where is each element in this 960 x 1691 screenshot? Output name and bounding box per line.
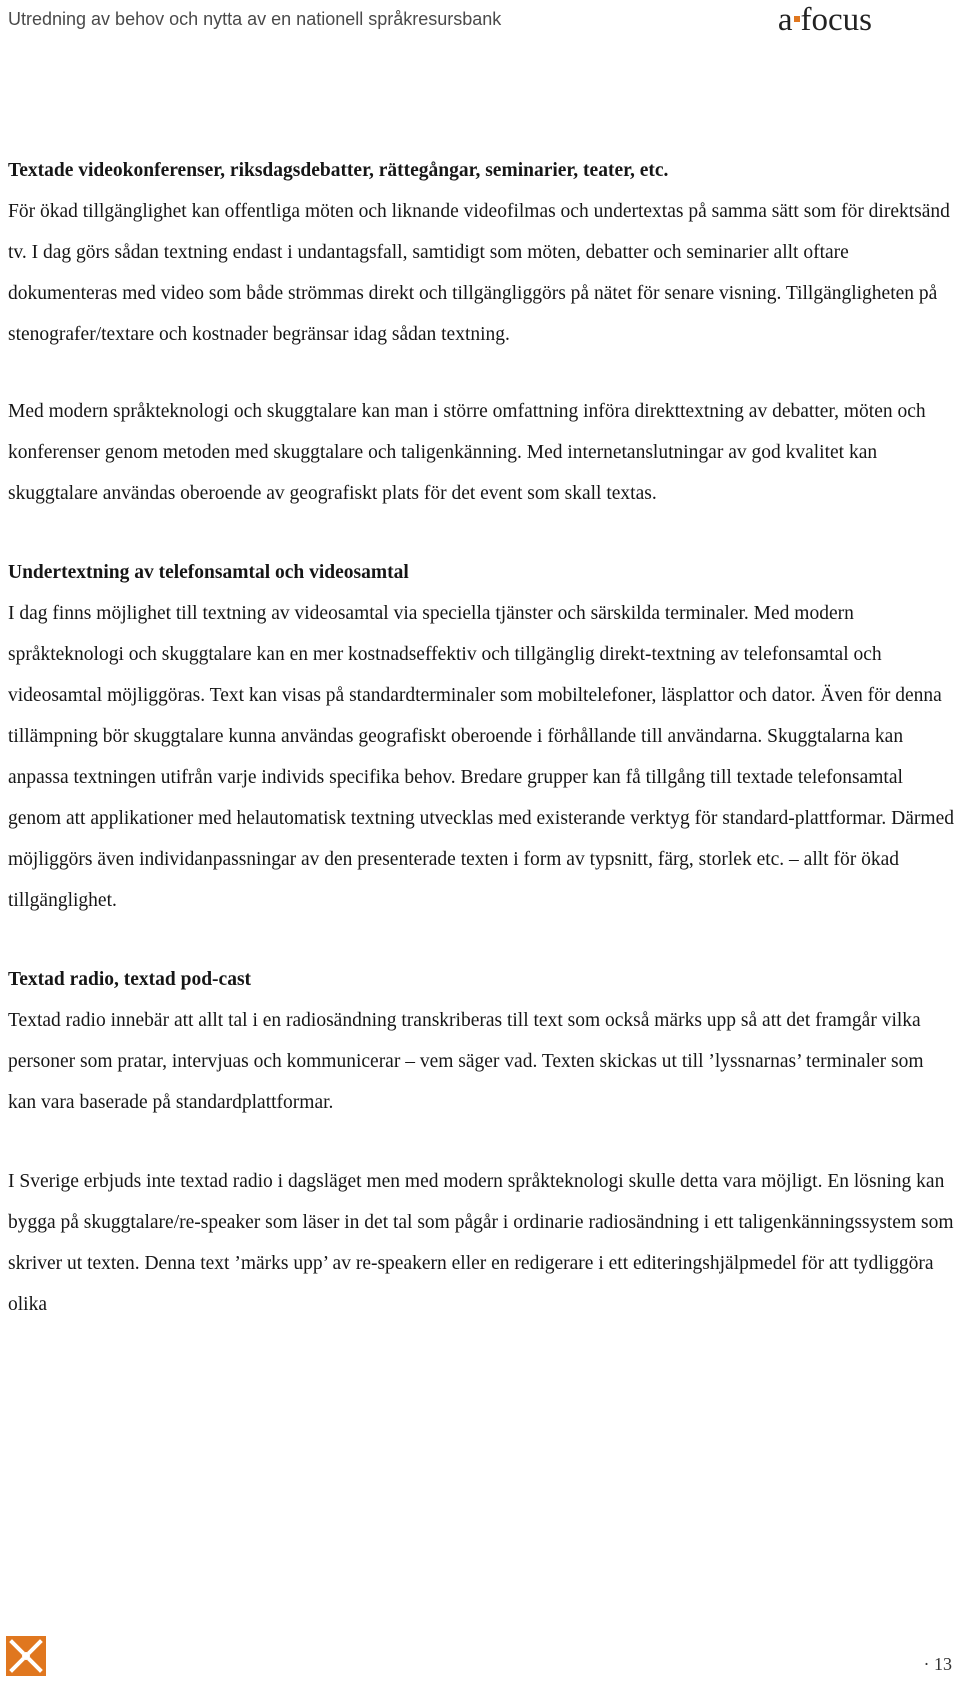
document-body: [8, 150, 956, 1325]
paragraph: För ökad tillgänglighet kan offentliga möten och liknande videofilmas och undertextas på samma sätt som för direktsänd tv. I dag görs sådan textning endast i undantagsfall, samtidigt som möten, debatter och seminarier allt oftare dokumenteras med video som både strömmas direkt och tillgängliggörs på nätet för senare visning. Tillgängligheten på stenografer/textare och kostnader begränsar idag sådan textning.: [8, 201, 950, 345]
page-number: · 13: [923, 1654, 952, 1674]
logo-dot-icon: [794, 16, 800, 22]
logo-word-focus: focus: [800, 2, 872, 38]
paragraph: Med modern språkteknologi och skuggtalare kan man i större omfattning införa direkttextning av debatter, möten och konferenser genom metoden med skuggtalare och taligenkänning. Med internetanslutningar av god kvalitet kan skuggtalare användas oberoende av geografiskt plats för det event som skall textas.: [8, 401, 926, 504]
afocus-logo: [778, 0, 872, 40]
page-header: [0, 0, 960, 62]
document-title: Utredning av behov och nytta av en nationell språkresursbank: [8, 9, 502, 29]
logo-letter-a: a: [777, 2, 793, 38]
section-heading-phone-video-calls: Undertextning av telefonsamtal och videosamtal: [8, 562, 409, 583]
paragraph: I dag finns möjlighet till textning av videosamtal via speciella tjänster och särskilda terminaler. Med modern språkteknologi och skuggtalare kan en mer kostnadseffektiv och tillgänglig direkt-textning av telefonsamtal och videosamtal möjliggöras. Text kan visas på standardterminaler som mobiltelefoner, läsplattor och dator. Även för denna tillämpning bör skuggtalare kunna användas geografiskt oberoende i förhållande till användarna. Skuggtalarna kan anpassa textningen utifrån varje individs specifika behov. Bredare grupper kan få tillgång till textade telefonsamtal genom att applikationer med helautomatisk textning utvecklas med existerande verktyg för standard-plattformar. Därmed möjliggörs även individanpassningar av den presenterade texten i form av typsnitt, färg, storlek etc. – allt för ökad tillgänglighet.: [8, 603, 954, 911]
section-heading-video-conferences: Textade videokonferenser, riksdagsdebatter, rättegångar, seminarier, teater, etc.: [8, 160, 669, 181]
paragraph: I Sverige erbjuds inte textad radio i dagsläget men med modern språkteknologi skulle detta vara möjligt. En lösning kan bygga på skuggtalare/re-speaker som läser in det tal som pågår i ordinarie radiosändning i ett taligenkänningssystem som skriver ut texten. Denna text ’märks upp’ av re-speakern eller en redigerare i ett editeringshjälpmedel för att tydliggöra olika: [8, 1171, 954, 1315]
paragraph: Textad radio innebär att allt tal i en radiosändning transkriberas till text som också märks upp så att det framgår vilka personer som pratar, intervjuas och kommunicerar – vem säger vad. Texten skickas ut till ’lyssnarnas’ terminaler som kan vara baserade på standardplattformar.: [8, 1010, 924, 1113]
afocus-emblem-icon: [6, 1636, 46, 1676]
section-heading-radio-podcast: Textad radio, textad pod-cast: [8, 969, 252, 990]
